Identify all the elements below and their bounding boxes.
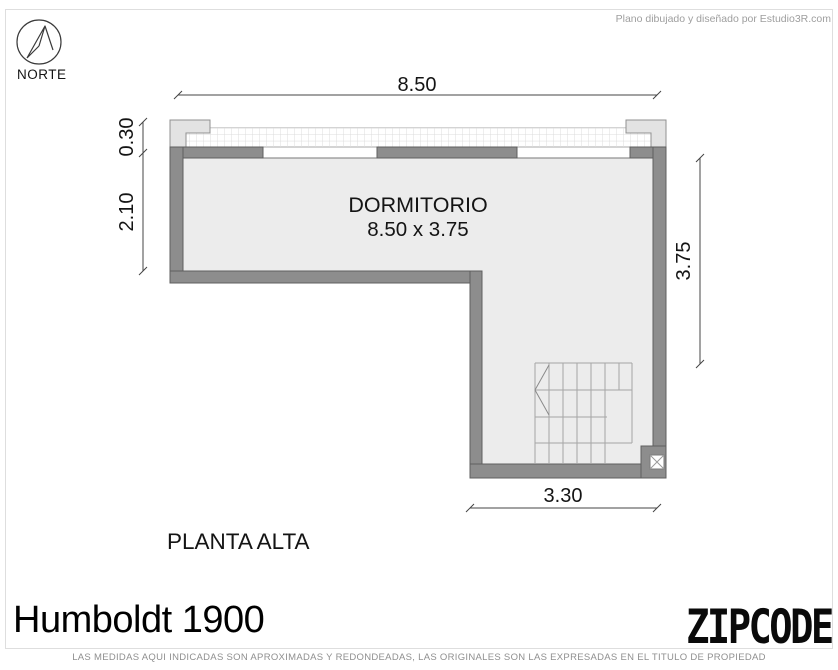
duct-symbol	[650, 455, 664, 469]
disclaimer-text: LAS MEDIDAS AQUI INDICADAS SON APROXIMADAS Y REDONDEADAS, LAS ORIGINALES SON LAS EXPRESADAS EN EL TITULO DE PROPIEDAD	[72, 652, 766, 663]
wall-inner-horizontal	[170, 271, 482, 283]
window-band-hatch	[186, 128, 651, 147]
dim-label-left-upper: 0.30	[116, 117, 138, 157]
credit-text: Plano dibujado y diseñado por Estudio3R.com	[615, 13, 831, 25]
north-arrow-icon	[27, 26, 53, 58]
dim-label-top: 8.50	[397, 74, 437, 96]
dim-label-bottom: 3.30	[543, 485, 583, 507]
address-title: Humboldt 1900	[13, 599, 265, 641]
wall-inner-vertical	[470, 271, 482, 478]
north-compass	[17, 20, 67, 82]
dim-label-left-lower: 2.10	[116, 192, 138, 232]
wall-right	[653, 147, 666, 478]
north-label: NORTE	[17, 67, 67, 82]
dim-label-right: 3.75	[673, 241, 695, 281]
room-size: 8.50 x 3.75	[367, 218, 469, 241]
wall-top-segment-left	[170, 147, 263, 158]
floor-label: PLANTA ALTA	[167, 529, 310, 554]
north-compass-circle	[17, 20, 61, 64]
window-band	[170, 120, 666, 148]
wall-bottom	[470, 464, 666, 478]
zipcode-logo: ZIPCODE	[686, 599, 832, 655]
wall-top-segment-middle	[377, 147, 517, 158]
wall-left	[170, 147, 183, 283]
room-name: DORMITORIO	[348, 193, 488, 217]
